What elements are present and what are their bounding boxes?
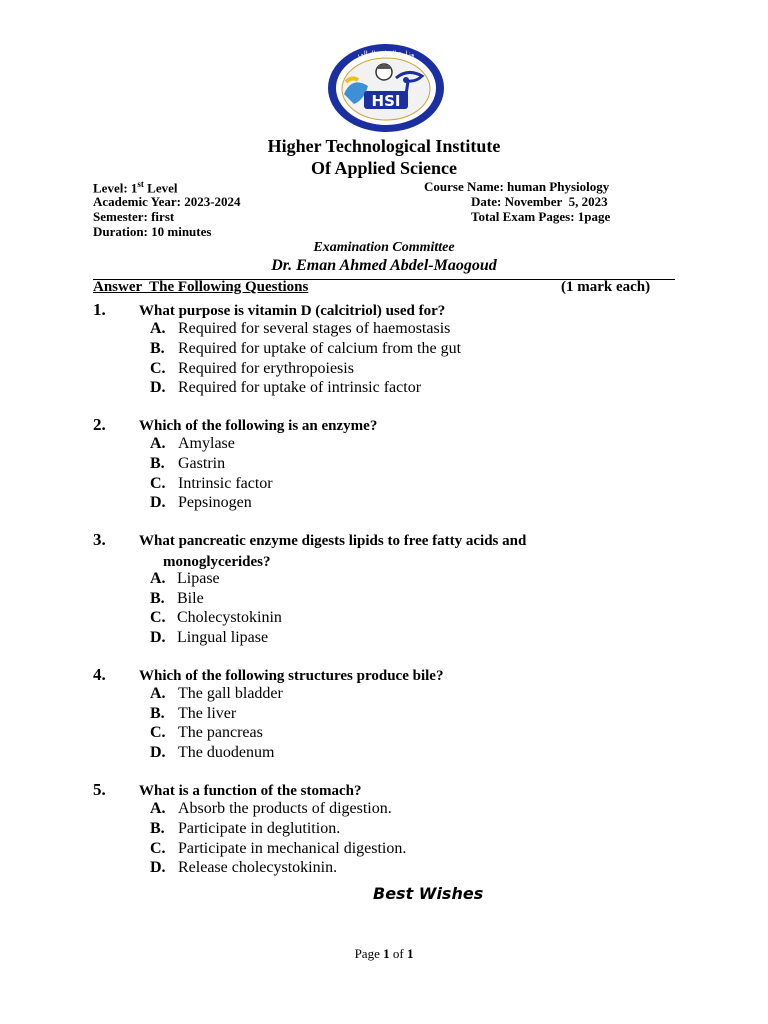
option-b: B. The liver [150,705,237,722]
question-number: 5. [93,780,106,799]
examiner-name: Dr. Eman Ahmed Abdel-Maogoud [271,257,497,274]
total-pages: Total Exam Pages: 1page [471,209,611,224]
option-c: C. Required for erythropoiesis [150,360,354,377]
option-b: B. Gastrin [150,455,226,472]
academic-year: Academic Year: 2023-2024 [93,194,241,209]
total-pages-footer: 1 [406,946,414,961]
section-title: Answer The Following Questions [93,279,309,295]
question-text: Which of the following is an enzyme? [139,418,378,434]
question-number: 3. [93,530,106,549]
option-d: D. Required for uptake of intrinsic factor [150,379,422,396]
semester: Semester: first [93,209,175,224]
question-number: 4. [93,665,106,684]
question-text [139,531,639,573]
current-page: 1 [383,946,390,961]
closing-message: Best Wishes [373,884,484,903]
level-suffix: Level [143,180,178,196]
logo-text: HSI [371,92,401,110]
committee-label: Examination Committee [313,240,455,255]
logo-arabic-text: وزارة التعليم العالي [357,50,415,58]
question-text-line1: What pancreatic enzyme digests lipids to free fatty acids and [139,533,527,549]
course-name: Course Name: human Physiology [424,179,610,194]
option-c: C. Participate in mechanical digestion. [150,840,407,857]
level-sup: st [137,179,144,189]
option-d: D. Pepsinogen [150,494,252,511]
exam-date: Date: November 5, 2023 [471,194,608,209]
option-c: C. Cholecystokinin [150,609,282,626]
institute-logo [326,42,446,134]
option-a: A. The gall bladder [150,685,283,702]
option-b: B. Bile [150,590,204,607]
option-b: B. Participate in deglutition. [150,820,341,837]
level-prefix: Level: 1 [93,180,138,196]
option-c: C. Intrinsic factor [150,475,273,492]
footer-of: of [389,946,407,961]
question-text: What purpose is vitamin D (calcitriol) used for? [139,303,446,319]
option-a: A. Lipase [150,570,220,587]
question-text: Which of the following structures produce bile? [139,668,444,684]
question-number: 1. [93,300,106,319]
option-d: D. The duodenum [150,744,275,761]
institute-name-line1: Higher Technological Institute [267,136,501,156]
option-d: D. Lingual lipase [150,629,269,646]
footer-prefix: Page [354,946,384,961]
option-a: A. Amylase [150,435,235,452]
institute-name-line2: Of Applied Science [310,158,457,178]
question-number: 2. [93,415,106,434]
option-a: A. Absorb the products of digestion. [150,800,392,817]
marks-note: (1 mark each) [561,279,651,295]
page-footer [0,946,768,962]
option-d: D. Release cholecystokinin. [150,859,338,876]
option-c: C. The pancreas [150,724,263,741]
question-text-line2: monoglycerides? [163,554,271,570]
option-a: A. Required for several stages of haemostasis [150,320,451,337]
option-b: B. Required for uptake of calcium from the gut [150,340,462,357]
question-text: What is a function of the stomach? [139,783,362,799]
duration: Duration: 10 minutes [93,224,212,239]
